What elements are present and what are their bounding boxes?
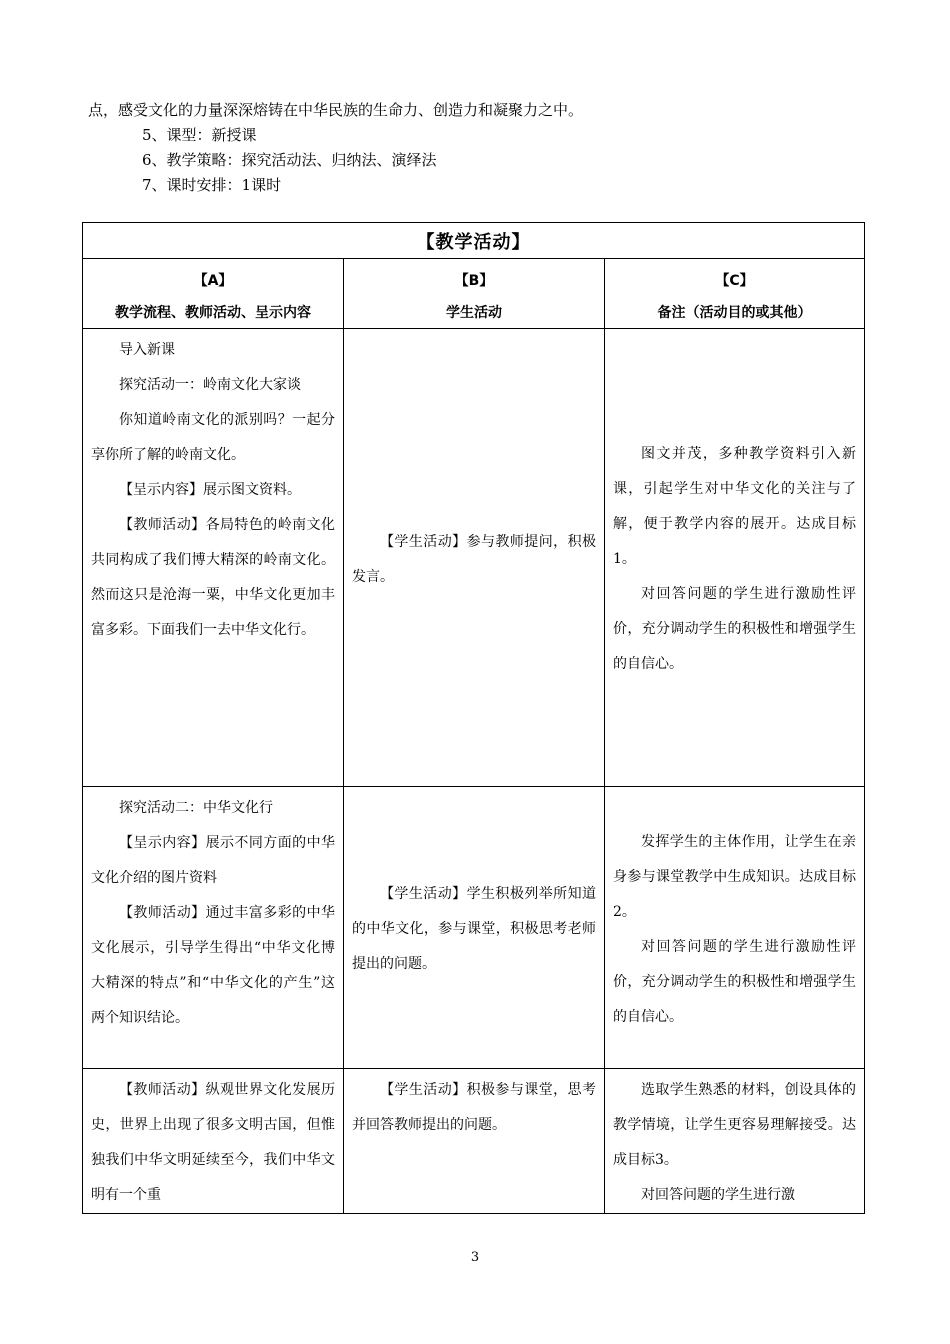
row1-col-b — [344, 329, 605, 787]
header-b-code: 【B】 — [454, 273, 494, 289]
header-c — [605, 259, 865, 329]
row2-a-p2: 【呈示内容】展示不同方面的中华文化介绍的图片资料 — [91, 835, 335, 886]
row1-a-p1: 导入新课 — [119, 342, 175, 358]
row1-a-p2: 探究活动一：岭南文化大家谈 — [119, 377, 301, 393]
header-c-label: 备注（活动目的或其他） — [657, 305, 812, 321]
row1-col-c — [605, 329, 865, 787]
table-row — [83, 329, 865, 787]
row2-col-b — [344, 787, 605, 1069]
table-title: 【教学活动】 — [83, 223, 865, 259]
row2-c-p1: 发挥学生的主体作用，让学生在亲身参与课堂教学中生成知识。达成目标2。 — [613, 833, 857, 920]
row1-c-p2: 对回答问题的学生进行激励性评价，充分调动学生的积极性和增强学生的自信心。 — [613, 586, 857, 672]
row1-col-a — [83, 329, 344, 787]
row2-c-p2: 对回答问题的学生进行激励性评价，充分调动学生的积极性和增强学生的自信心。 — [613, 938, 857, 1025]
intro-line-4: 7、课时安排：1课时 — [142, 176, 282, 194]
row1-b-p1: 【学生活动】参与教师提问，积极发言。 — [352, 533, 596, 585]
header-c-code: 【C】 — [715, 273, 754, 289]
row3-a-p1: 【教师活动】纵观世界文化发展历史，世界上出现了很多文明古国，但惟独我们中华文明延续至今，我们中华文明有一个重 — [91, 1082, 335, 1203]
header-b — [344, 259, 605, 329]
intro-line-3: 6、教学策略：探究活动法、归纳法、演绎法 — [142, 151, 437, 169]
row2-col-a — [83, 787, 344, 1069]
intro-line-1: 点，感受文化的力量深深熔铸在中华民族的生命力、创造力和凝聚力之中。 — [88, 101, 584, 119]
table-row — [83, 787, 865, 1069]
row1-a-p4: 【呈示内容】展示图文资料。 — [119, 482, 301, 498]
intro-line-2: 5、课型：新授课 — [142, 126, 257, 144]
row3-c-p1: 选取学生熟悉的材料，创设具体的教学情境，让学生更容易理解接受。达成目标3。 — [613, 1082, 857, 1168]
header-a-code: 【A】 — [193, 273, 233, 289]
row2-a-p1: 探究活动二：中华文化行 — [119, 800, 273, 816]
row1-a-p3: 你知道岭南文化的派别吗？一起分享你所了解的岭南文化。 — [91, 412, 335, 463]
page-number: 3 — [470, 1250, 480, 1265]
row2-col-c — [605, 787, 865, 1069]
row3-col-c — [605, 1069, 865, 1214]
row2-a-p3: 【教师活动】通过丰富多彩的中华文化展示，引导学生得出“中华文化博大精深的特点”和“中华文化的产生”这两个知识结论。 — [91, 905, 335, 1026]
row3-col-a — [83, 1069, 344, 1214]
header-a — [83, 259, 344, 329]
row3-col-b — [344, 1069, 605, 1214]
row2-b-p1: 【学生活动】学生积极列举所知道的中华文化，参与课堂，积极思考老师提出的问题。 — [352, 886, 596, 972]
row1-c-p1: 图文并茂，多种教学资料引入新课，引起学生对中华文化的关注与了解，便于教学内容的展开。达成目标1。 — [613, 446, 857, 567]
header-a-label: 教学流程、教师活动、呈示内容 — [115, 305, 311, 321]
intro-text — [88, 98, 878, 198]
header-b-label: 学生活动 — [446, 305, 502, 321]
teaching-activity-table — [82, 222, 865, 1214]
row3-b-p1: 【学生活动】积极参与课堂，思考并回答教师提出的问题。 — [352, 1082, 596, 1133]
row3-c-p2: 对回答问题的学生进行激 — [641, 1187, 795, 1203]
table-row — [83, 1069, 865, 1214]
row1-a-p5: 【教师活动】各局特色的岭南文化共同构成了我们博大精深的岭南文化。然而这只是沧海一粟，中华文化更加丰富多彩。下面我们一去中华文化行。 — [91, 517, 335, 638]
